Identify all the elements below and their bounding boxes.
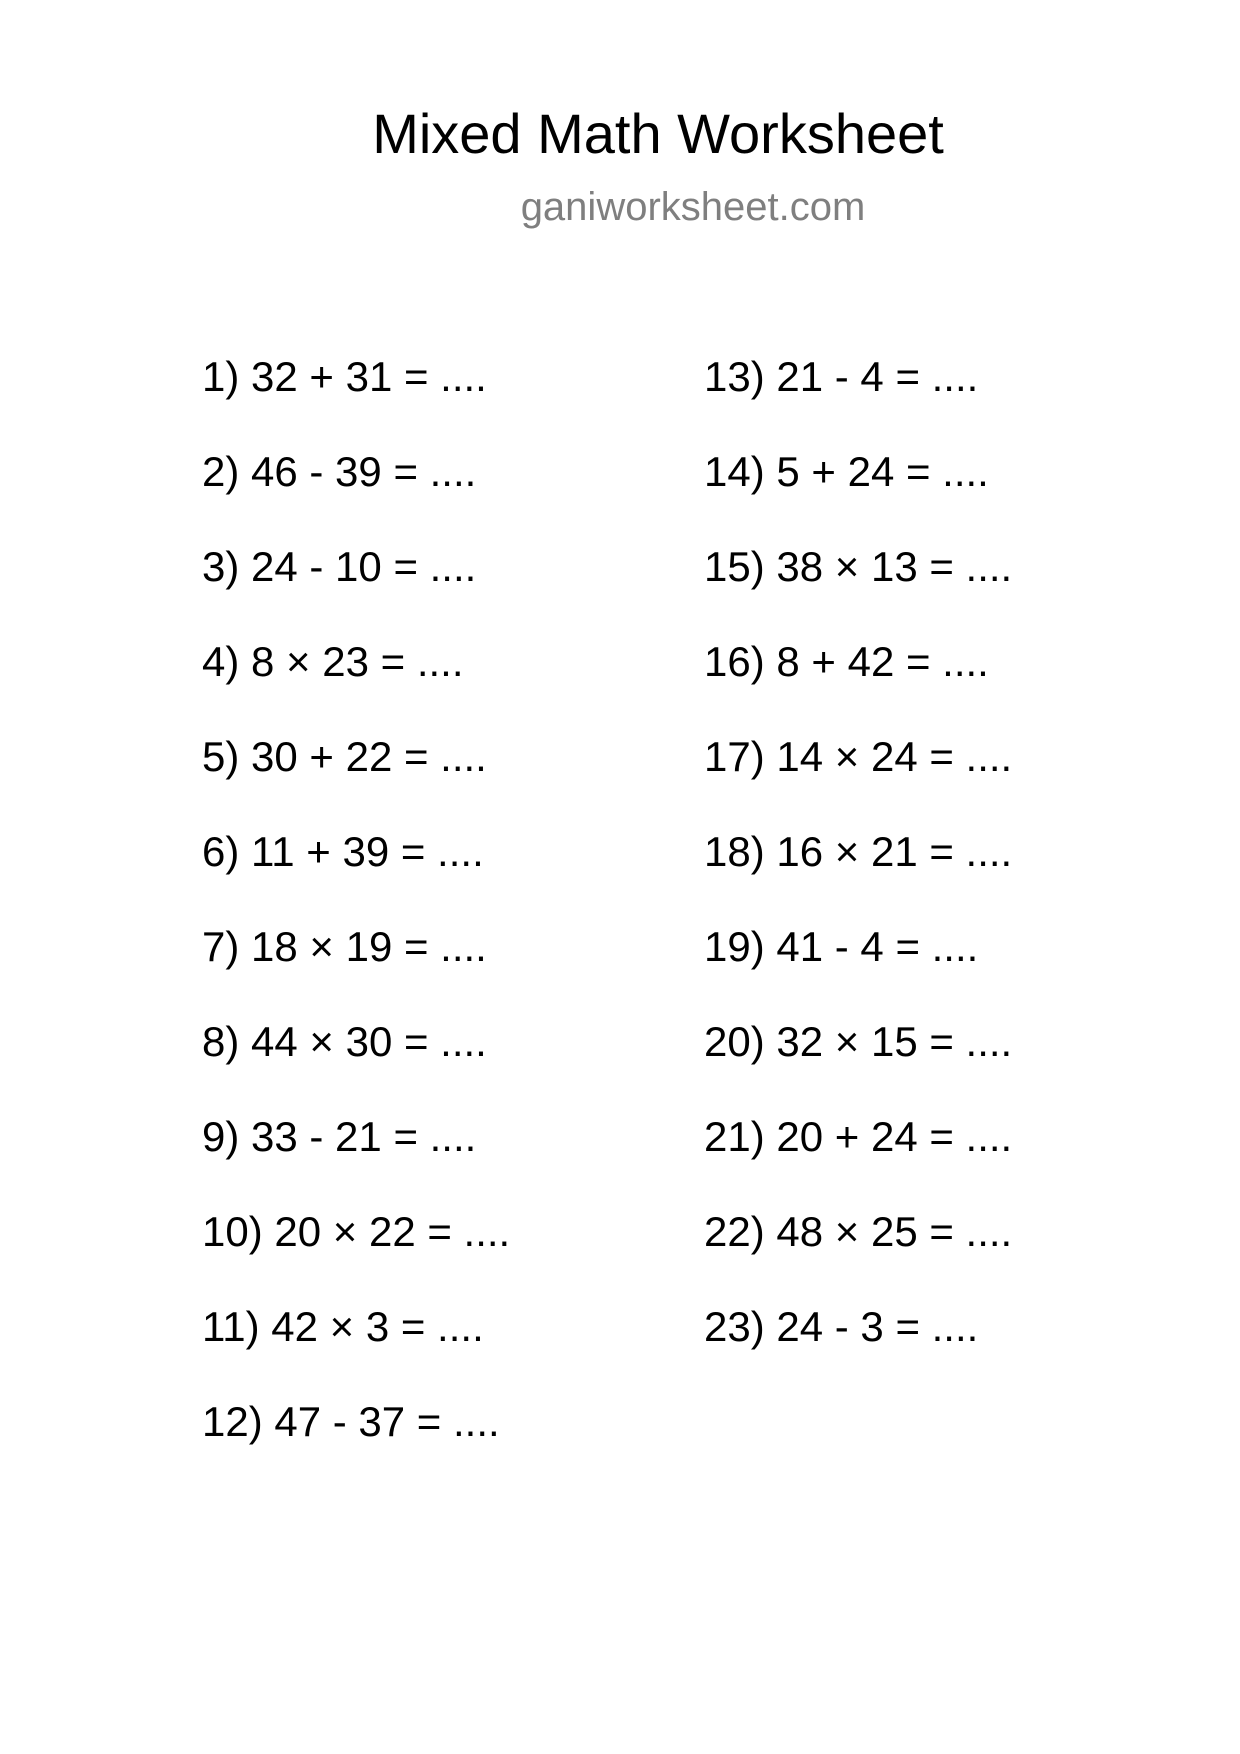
problem-17: 17) 14 × 24 = ....	[704, 733, 1013, 780]
problem-19: 19) 41 - 4 = ....	[704, 923, 979, 970]
problem-13: 13) 21 - 4 = ....	[704, 353, 979, 400]
problem-20: 20) 32 × 15 = ....	[704, 1018, 1013, 1065]
problem-12: 12) 47 - 37 = ....	[202, 1398, 500, 1445]
problem-2: 2) 46 - 39 = ....	[202, 448, 477, 495]
problem-23: 23) 24 - 3 = ....	[704, 1303, 979, 1350]
problem-14: 14) 5 + 24 = ....	[704, 448, 989, 495]
problem-1: 1) 32 + 31 = ....	[202, 353, 487, 400]
problem-7: 7) 18 × 19 = ....	[202, 923, 487, 970]
problems-column-right	[704, 349, 1012, 1394]
worksheet-title: Mixed Math Worksheet	[372, 102, 944, 165]
problem-22: 22) 48 × 25 = ....	[704, 1208, 1013, 1255]
problem-11: 11) 42 × 3 = ....	[202, 1303, 484, 1350]
problems-column-left	[202, 349, 510, 1489]
problem-4: 4) 8 × 23 = ....	[202, 638, 464, 685]
problem-5: 5) 30 + 22 = ....	[202, 733, 487, 780]
problem-9: 9) 33 - 21 = ....	[202, 1113, 477, 1160]
problem-16: 16) 8 + 42 = ....	[704, 638, 989, 685]
problem-21: 21) 20 + 24 = ....	[704, 1113, 1013, 1160]
problem-15: 15) 38 × 13 = ....	[704, 543, 1013, 590]
website-subtitle: ganiworksheet.com	[520, 185, 866, 229]
problem-6: 6) 11 + 39 = ....	[202, 828, 484, 875]
problem-18: 18) 16 × 21 = ....	[704, 828, 1013, 875]
problem-3: 3) 24 - 10 = ....	[202, 543, 477, 590]
problem-8: 8) 44 × 30 = ....	[202, 1018, 487, 1065]
problem-10: 10) 20 × 22 = ....	[202, 1208, 511, 1255]
